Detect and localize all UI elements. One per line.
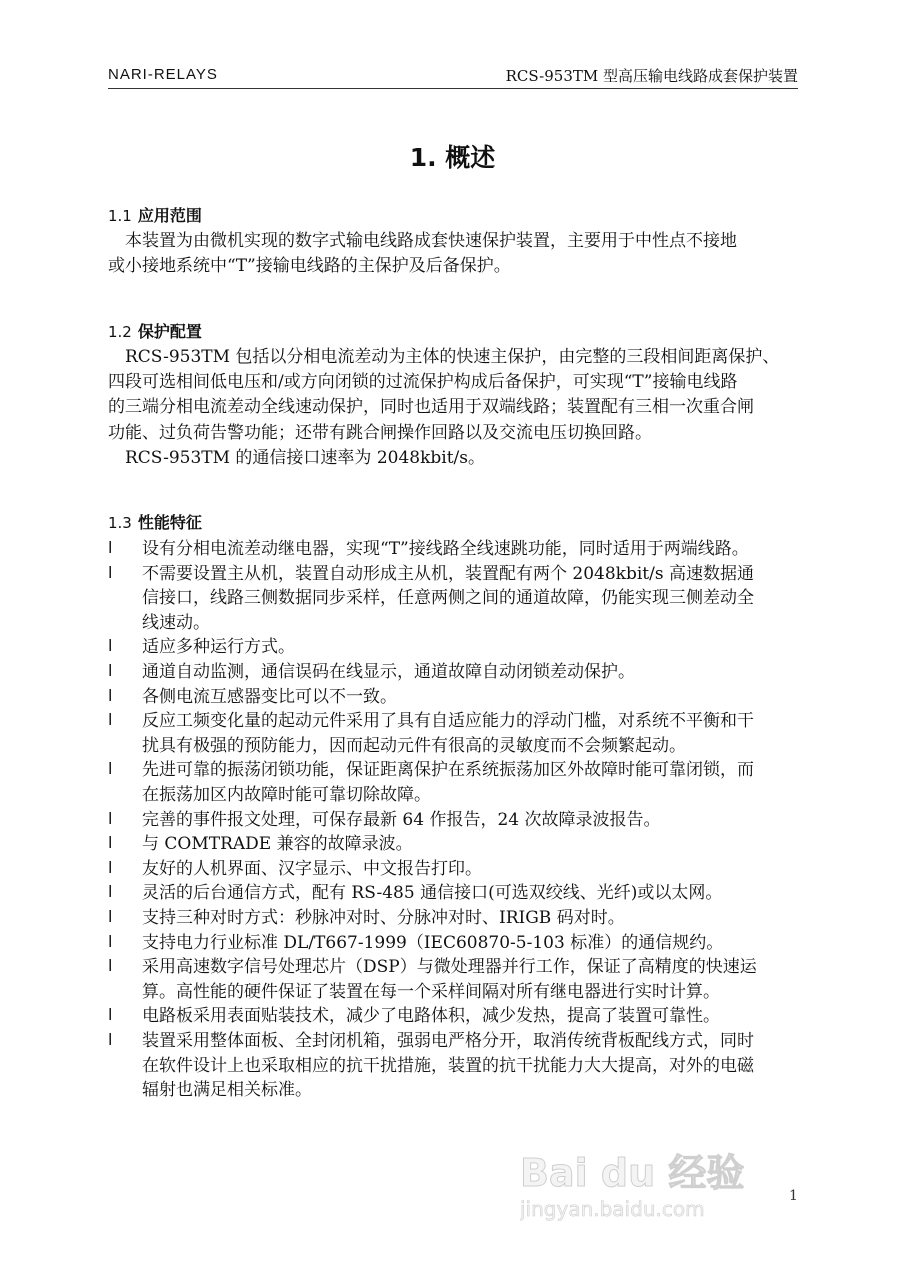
bullet-marker: l [108, 636, 113, 656]
feature-item-line: 反应工频变化量的起动元件采用了具有自适应能力的浮动门槛，对系统不平衡和干 [142, 711, 754, 732]
bullet-marker: l [108, 562, 113, 582]
paragraph-line: RCS-953TM 包括以分相电流差动为主体的快速主保护，由完整的三段相间距离保护、 [108, 347, 780, 367]
feature-item-line: 友好的人机界面、汉字显示、中文报告打印。 [142, 858, 482, 879]
bullet-marker: l [108, 685, 113, 705]
feature-item-line: 支持三种对时方式：秒脉冲对时、分脉冲对时、IRIGB 码对时。 [142, 908, 625, 928]
feature-item-line: 设有分相电流差动继电器，实现“T”接线路全线速跳功能，同时适用于两端线路。 [142, 539, 749, 559]
feature-item-line: 通道自动监测，通信误码在线显示，通道故障自动闭锁差动保护。 [142, 662, 635, 682]
bullet-marker: l [108, 833, 113, 853]
section-number: 1.1 [108, 207, 132, 225]
feature-item-line: 扰具有极强的预防能力，因而起动元件有很高的灵敏度而不会频繁起动。 [142, 735, 686, 756]
bullet-marker: l [108, 931, 113, 951]
watermark-brand: Bai du 经验 [520, 1151, 745, 1195]
bullet-marker: l [108, 907, 113, 926]
page-header [108, 64, 798, 89]
feature-item-line: 灵活的后台通信方式，配有 RS-485 通信接口(可选双绞线、光纤)或以太网。 [142, 883, 723, 904]
feature-item-line: 在振荡加区内故障时能可靠切除故障。 [142, 785, 431, 805]
bullet-marker: l [108, 1005, 113, 1025]
section-title: 性能特征 [137, 513, 202, 532]
paragraph-line: 的三端分相电流差动全线速动保护，同时也适用于双端线路；装置配有三相一次重合闸 [108, 397, 754, 418]
feature-item-line: 先进可靠的振荡闭锁功能，保证距离保护在系统振荡加区外故障时能可靠闭锁，而 [142, 760, 754, 781]
bullet-marker: l [108, 1030, 113, 1049]
bullet-marker: l [108, 857, 113, 877]
bullet-marker: l [108, 956, 113, 976]
paragraph-line: 本装置为由微机实现的数字式输电线路成套快速保护装置，主要用于中性点不接地 [108, 231, 737, 251]
feature-item-line: 完善的事件报文处理，可保存最新 64 作报告，24 次故障录波报告。 [142, 809, 661, 830]
feature-item-line: 在软件设计上也采取相应的抗干扰措施，装置的抗干扰能力大大提高，对外的电磁 [142, 1055, 754, 1076]
bullet-marker: l [108, 882, 113, 902]
feature-item-line: 电路板采用表面贴装技术，减少了电路体积，减少发热，提高了装置可靠性。 [142, 1006, 720, 1027]
watermark-url: jingyan.baidu.com [520, 1197, 705, 1221]
page-number: 1 [789, 1188, 798, 1204]
section-title: 保护配置 [137, 322, 202, 341]
feature-item-line: 采用高速数字信号处理芯片（DSP）与微处理器并行工作，保证了高精度的快速运 [142, 957, 757, 978]
section-number: 1.2 [108, 323, 132, 341]
feature-item-line: 不需要设置主从机，装置自动形成主从机，装置配有两个 2048kbit/s 高速数据通 [142, 563, 754, 584]
paragraph-line: RCS-953TM 的通信接口速率为 2048kbit/s。 [108, 447, 485, 468]
feature-item-line: 信接口，线路三侧数据同步采样，任意两侧之间的通道故障，仍能实现三侧差动全 [142, 588, 754, 609]
feature-item-line: 适应多种运行方式。 [142, 637, 295, 658]
feature-item-line: 装置采用整体面板、全封闭机箱，强弱电严格分开，取消传统背板配线方式，同时 [142, 1031, 754, 1051]
section-heading [108, 203, 202, 226]
header-company: NARI-RELAYS [108, 66, 218, 83]
section-number: 1.3 [108, 514, 132, 532]
bullet-marker: l [108, 661, 113, 680]
bullet-marker: l [108, 808, 113, 828]
bullet-marker: l [108, 759, 113, 779]
baidu-watermark-logo [520, 1150, 775, 1222]
bullet-marker: l [108, 710, 113, 730]
paragraph-line: 功能、过负荷告警功能；还带有跳合闸操作回路以及交流电压切换回路。 [108, 422, 652, 443]
paragraph-line: 或小接地系统中“T”接输电线路的主保护及后备保护。 [108, 256, 511, 277]
feature-item-line: 支持电力行业标准 DL/T667-1999（IEC60870-5-103 标准）的通信规约。 [142, 932, 724, 953]
bullet-marker: l [108, 538, 113, 557]
section-heading [108, 319, 202, 342]
section-heading [108, 510, 202, 533]
feature-item-line: 算。高性能的硬件保证了装置在每一个采样间隔对所有继电器进行实时计算。 [142, 981, 720, 1002]
feature-item-line: 与 COMTRADE 兼容的故障录波。 [142, 834, 413, 855]
feature-item-line: 辐射也满足相关标准。 [142, 1080, 312, 1101]
paragraph-line: 四段可选相间低电压和/或方向闭锁的过流保护构成后备保护，可实现“T”接输电线路 [108, 372, 738, 393]
header-product-title: RCS-953TM 型高压输电线路成套保护装置 [505, 67, 798, 85]
chapter-title: 1. 概述 [409, 143, 496, 172]
feature-item-line: 各侧电流互感器变比可以不一致。 [142, 686, 397, 707]
feature-item-line: 线速动。 [142, 612, 210, 633]
section-title: 应用范围 [137, 206, 202, 225]
